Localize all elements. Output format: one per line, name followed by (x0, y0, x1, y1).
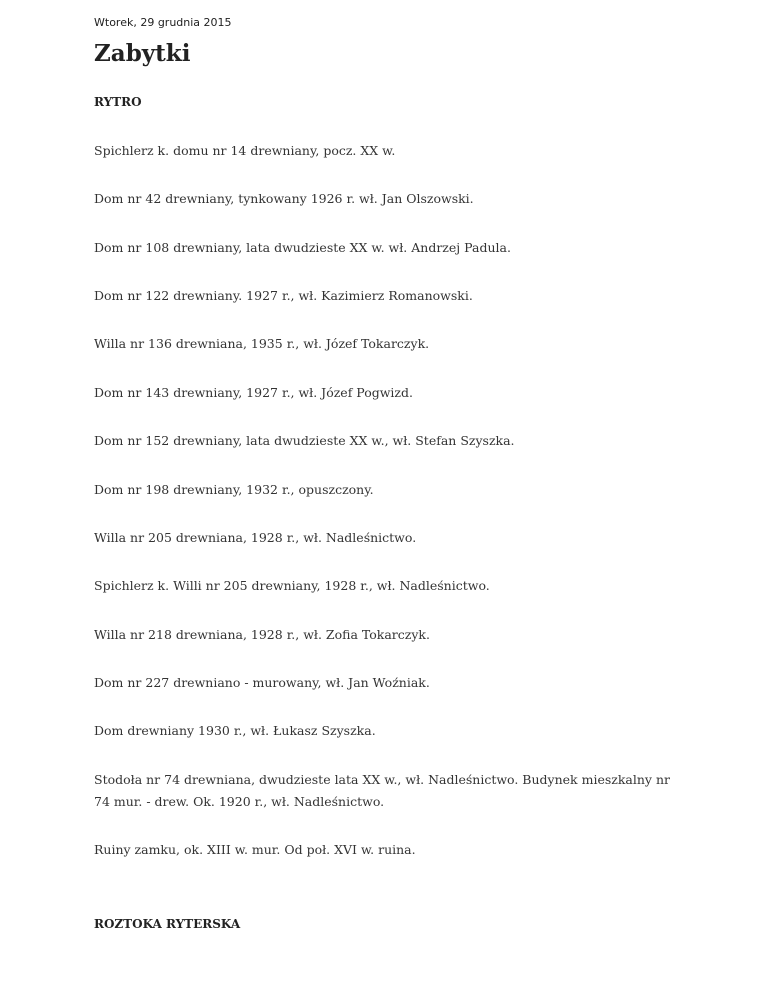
list-item: Stodoła nr 74 drewniana, dwudzieste lata XX w., wł. Nadleśnictwo. Budynek mieszkalny nr 74 mur. - drew. Ok. 1920 r., wł. Nadleśnictwo. (94, 772, 670, 809)
list-item: Dom nr 108 drewniany, lata dwudzieste XX w. wł. Andrzej Padula. (94, 240, 511, 255)
list-item: Willa nr 136 drewniana, 1935 r., wł. Józef Tokarczyk. (94, 336, 430, 351)
section-heading-roztoka-ryterska: ROZTOKA RYTERSKA (94, 917, 241, 931)
page-title: Zabytki (94, 40, 191, 67)
list-item: Dom nr 152 drewniany, lata dwudzieste XX w., wł. Stefan Szyszka. (94, 433, 515, 448)
list-item: Ruiny zamku, ok. XIII w. mur. Od poł. XVI w. ruina. (94, 842, 416, 857)
list-item: Spichlerz k. domu nr 14 drewniany, pocz. XX w. (94, 143, 396, 158)
list-item: Dom nr 122 drewniany. 1927 r., wł. Kazimierz Romanowski. (94, 288, 473, 303)
section-heading-rytro: RYTRO (94, 95, 142, 109)
list-item: Willa nr 205 drewniana, 1928 r., wł. Nadleśnictwo. (94, 530, 417, 545)
list-item: Dom nr 42 drewniany, tynkowany 1926 r. wł. Jan Olszowski. (94, 191, 474, 206)
list-item: Dom drewniany 1930 r., wł. Łukasz Szyszka. (94, 723, 376, 738)
list-item: Willa nr 218 drewniana, 1928 r., wł. Zofia Tokarczyk. (94, 627, 430, 642)
post-date: Wtorek, 29 grudnia 2015 (94, 16, 232, 29)
list-item: Dom nr 143 drewniany, 1927 r., wł. Józef Pogwizd. (94, 385, 413, 400)
list-item: Dom nr 227 drewniano - murowany, wł. Jan Woźniak. (94, 675, 430, 690)
list-item: Dom nr 198 drewniany, 1932 r., opuszczony. (94, 482, 374, 497)
list-item: Spichlerz k. Willi nr 205 drewniany, 1928 r., wł. Nadleśnictwo. (94, 578, 490, 593)
